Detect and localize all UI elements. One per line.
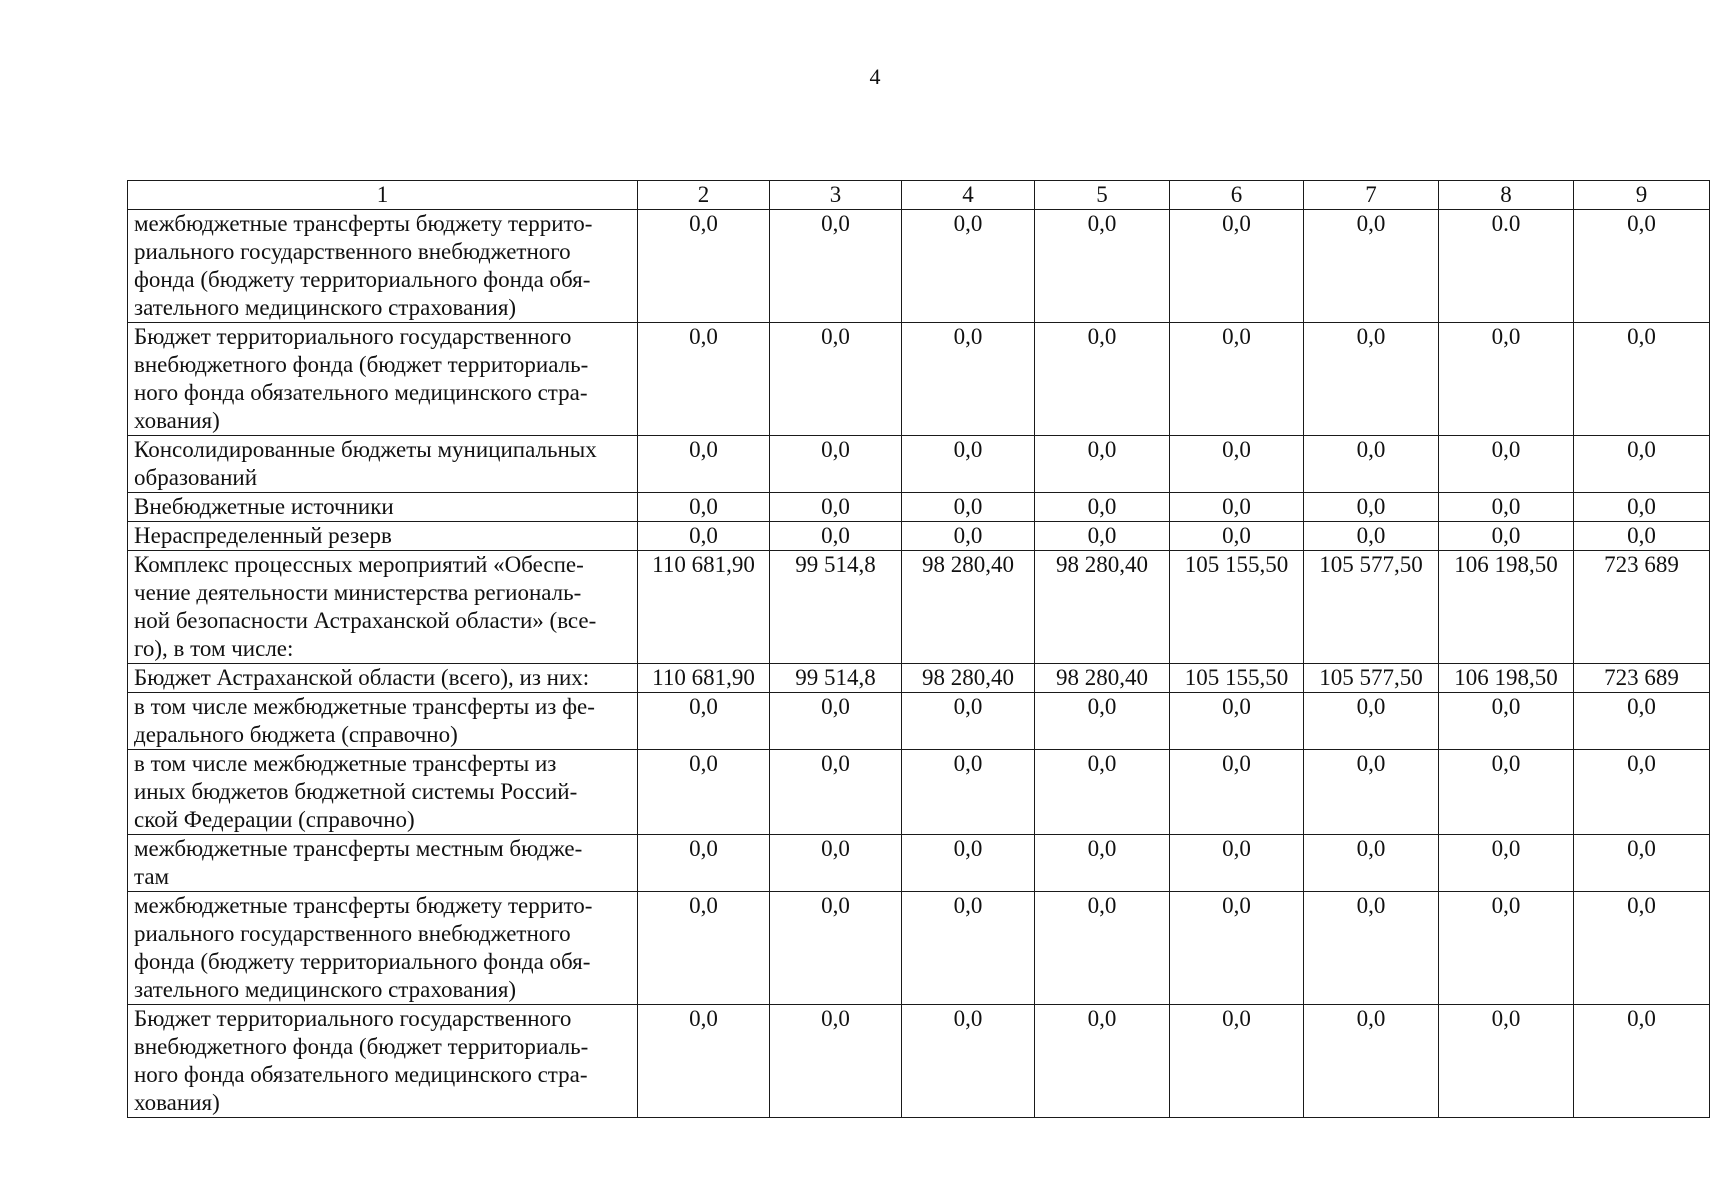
cell-value: 0,0 xyxy=(1304,835,1439,892)
cell-value: 0,0 xyxy=(770,835,902,892)
row-label: Бюджет территориального государственного внебюджетного фонда (бюджет территориаль- ного фонда обязательного медицинского стра- хования) xyxy=(128,323,638,436)
table-row xyxy=(128,1005,1710,1118)
cell-value: 0,0 xyxy=(1170,522,1304,551)
cell-value: 0,0 xyxy=(1574,835,1710,892)
cell-value: 105 155,50 xyxy=(1170,664,1304,693)
cell-value: 105 155,50 xyxy=(1170,551,1304,664)
row-label: межбюджетные трансферты местным бюдже- там xyxy=(128,835,638,892)
cell-value: 0,0 xyxy=(1574,750,1710,835)
column-header-9: 9 xyxy=(1574,181,1710,210)
table-row xyxy=(128,522,1710,551)
cell-value: 106 198,50 xyxy=(1439,664,1574,693)
cell-value: 0,0 xyxy=(1304,750,1439,835)
cell-value: 0,0 xyxy=(902,835,1035,892)
cell-value: 99 514,8 xyxy=(770,664,902,693)
cell-value: 0,0 xyxy=(770,693,902,750)
cell-value: 0,0 xyxy=(1170,493,1304,522)
cell-value: 0,0 xyxy=(1304,436,1439,493)
cell-value: 0,0 xyxy=(770,323,902,436)
cell-value: 0,0 xyxy=(1035,892,1170,1005)
column-header-2: 2 xyxy=(638,181,770,210)
cell-value: 723 689 xyxy=(1574,551,1710,664)
cell-value: 0,0 xyxy=(638,493,770,522)
cell-value: 0,0 xyxy=(638,323,770,436)
cell-value: 0,0 xyxy=(1574,323,1710,436)
cell-value: 0,0 xyxy=(1439,750,1574,835)
cell-value: 0,0 xyxy=(1035,436,1170,493)
column-header-3: 3 xyxy=(770,181,902,210)
table-row xyxy=(128,323,1710,436)
cell-value: 0,0 xyxy=(1035,323,1170,436)
cell-value: 98 280,40 xyxy=(1035,551,1170,664)
cell-value: 0,0 xyxy=(1304,323,1439,436)
cell-value: 0,0 xyxy=(1304,892,1439,1005)
cell-value: 0,0 xyxy=(770,1005,902,1118)
column-header-8: 8 xyxy=(1439,181,1574,210)
table-row xyxy=(128,664,1710,693)
cell-value: 0,0 xyxy=(902,323,1035,436)
row-label: Комплекс процессных мероприятий «Обеспе- чение деятельности министерства региональ- ной безопасности Астраханской области» (все- го), в том числе: xyxy=(128,551,638,664)
column-header-7: 7 xyxy=(1304,181,1439,210)
cell-value: 0,0 xyxy=(1574,1005,1710,1118)
cell-value: 98 280,40 xyxy=(902,551,1035,664)
cell-value: 0,0 xyxy=(902,1005,1035,1118)
row-label: Бюджет Астраханской области (всего), из них: xyxy=(128,664,638,693)
cell-value: 0,0 xyxy=(770,436,902,493)
page-number: 4 xyxy=(869,64,881,89)
cell-value: 0,0 xyxy=(902,493,1035,522)
table-row xyxy=(128,551,1710,664)
row-label: в том числе межбюджетные трансферты из фе- дерального бюджета (справочно) xyxy=(128,693,638,750)
cell-value: 0,0 xyxy=(1035,210,1170,323)
cell-value: 0,0 xyxy=(902,892,1035,1005)
cell-value: 0,0 xyxy=(1439,436,1574,493)
cell-value: 110 681,90 xyxy=(638,551,770,664)
cell-value: 0,0 xyxy=(1439,835,1574,892)
table-body xyxy=(128,210,1710,1118)
cell-value: 0,0 xyxy=(770,892,902,1005)
row-label: Внебюджетные источники xyxy=(128,493,638,522)
cell-value: 0,0 xyxy=(1439,493,1574,522)
row-label: Бюджет территориального государственного внебюджетного фонда (бюджет территориаль- ного фонда обязательного медицинского стра- хования) xyxy=(128,1005,638,1118)
cell-value: 0,0 xyxy=(1170,892,1304,1005)
cell-value: 0,0 xyxy=(770,522,902,551)
cell-value: 0,0 xyxy=(902,436,1035,493)
cell-value: 0,0 xyxy=(638,436,770,493)
cell-value: 0,0 xyxy=(1304,210,1439,323)
cell-value: 0,0 xyxy=(638,892,770,1005)
cell-value: 0,0 xyxy=(902,210,1035,323)
cell-value: 0,0 xyxy=(638,522,770,551)
table-row xyxy=(128,436,1710,493)
column-header-1: 1 xyxy=(128,181,638,210)
cell-value: 0,0 xyxy=(1170,210,1304,323)
cell-value: 0,0 xyxy=(1035,835,1170,892)
cell-value: 0,0 xyxy=(638,693,770,750)
cell-value: 0,0 xyxy=(1170,835,1304,892)
cell-value: 0,0 xyxy=(638,835,770,892)
cell-value: 0,0 xyxy=(1304,493,1439,522)
table-row xyxy=(128,493,1710,522)
cell-value: 0,0 xyxy=(1439,522,1574,551)
cell-value: 0,0 xyxy=(638,1005,770,1118)
cell-value: 0,0 xyxy=(902,750,1035,835)
cell-value: 0,0 xyxy=(902,693,1035,750)
cell-value: 0,0 xyxy=(1035,522,1170,551)
row-label: Консолидированные бюджеты муниципальных образований xyxy=(128,436,638,493)
cell-value: 0,0 xyxy=(770,750,902,835)
cell-value: 0,0 xyxy=(1170,323,1304,436)
column-header-5: 5 xyxy=(1035,181,1170,210)
header-row xyxy=(128,181,1710,210)
row-label: Нераспределенный резерв xyxy=(128,522,638,551)
table-row xyxy=(128,210,1710,323)
row-label: межбюджетные трансферты бюджету террито- риального государственного внебюджетного фонда (бюджету территориального фонда обя- зательного медицинского страхования) xyxy=(128,892,638,1005)
column-header-6: 6 xyxy=(1170,181,1304,210)
cell-value: 0,0 xyxy=(1574,522,1710,551)
cell-value: 0,0 xyxy=(1574,210,1710,323)
cell-value: 0,0 xyxy=(1574,436,1710,493)
cell-value: 0,0 xyxy=(1170,436,1304,493)
column-header-4: 4 xyxy=(902,181,1035,210)
cell-value: 99 514,8 xyxy=(770,551,902,664)
row-label: межбюджетные трансферты бюджету террито- риального государственного внебюджетного фонда (бюджету территориального фонда обя- зательного медицинского страхования) xyxy=(128,210,638,323)
cell-value: 110 681,90 xyxy=(638,664,770,693)
budget-table xyxy=(127,180,1710,1118)
cell-value: 0,0 xyxy=(1574,693,1710,750)
cell-value: 723 689 xyxy=(1574,664,1710,693)
cell-value: 0,0 xyxy=(1304,693,1439,750)
cell-value: 0,0 xyxy=(770,493,902,522)
cell-value: 0.0 xyxy=(1439,210,1574,323)
cell-value: 0,0 xyxy=(1439,892,1574,1005)
cell-value: 0,0 xyxy=(638,750,770,835)
cell-value: 0,0 xyxy=(1035,693,1170,750)
cell-value: 0,0 xyxy=(1439,1005,1574,1118)
cell-value: 0,0 xyxy=(638,210,770,323)
cell-value: 0,0 xyxy=(1035,493,1170,522)
table-row xyxy=(128,693,1710,750)
cell-value: 98 280,40 xyxy=(902,664,1035,693)
cell-value: 0,0 xyxy=(1170,1005,1304,1118)
cell-value: 0,0 xyxy=(1439,693,1574,750)
cell-value: 0,0 xyxy=(1035,1005,1170,1118)
cell-value: 0,0 xyxy=(770,210,902,323)
cell-value: 98 280,40 xyxy=(1035,664,1170,693)
cell-value: 105 577,50 xyxy=(1304,664,1439,693)
table-row xyxy=(128,750,1710,835)
cell-value: 0,0 xyxy=(1304,522,1439,551)
cell-value: 0,0 xyxy=(1304,1005,1439,1118)
cell-value: 0,0 xyxy=(1574,892,1710,1005)
table-row xyxy=(128,892,1710,1005)
cell-value: 0,0 xyxy=(1170,750,1304,835)
cell-value: 0,0 xyxy=(1170,693,1304,750)
table-row xyxy=(128,835,1710,892)
cell-value: 106 198,50 xyxy=(1439,551,1574,664)
cell-value: 0,0 xyxy=(1574,493,1710,522)
cell-value: 0,0 xyxy=(1035,750,1170,835)
cell-value: 105 577,50 xyxy=(1304,551,1439,664)
cell-value: 0,0 xyxy=(902,522,1035,551)
row-label: в том числе межбюджетные трансферты из иных бюджетов бюджетной системы Россий- ской Федерации (справочно) xyxy=(128,750,638,835)
cell-value: 0,0 xyxy=(1439,323,1574,436)
